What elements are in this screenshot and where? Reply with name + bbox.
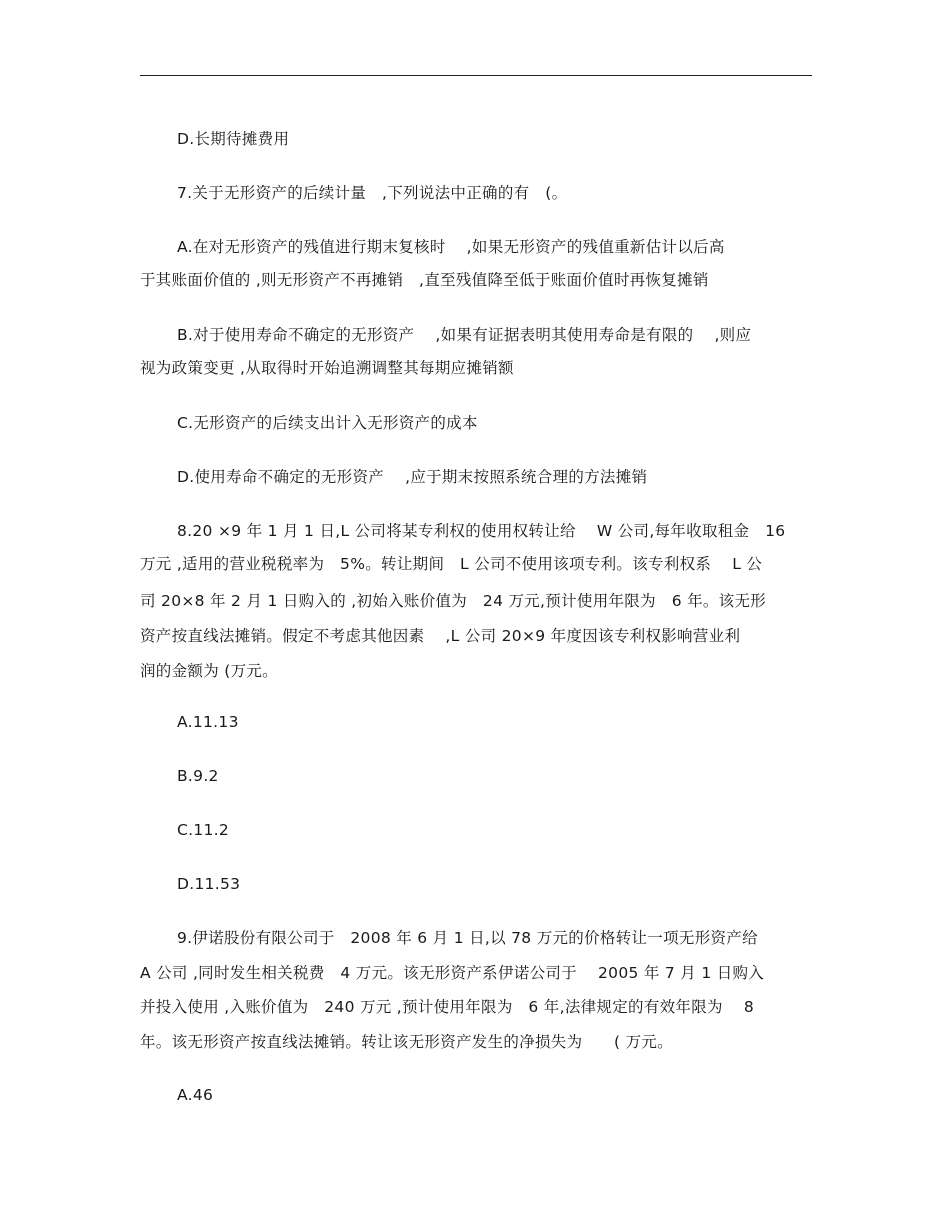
question-8-cont-1: 万元 ,适用的营业税税率为 5%。转让期间 L 公司不使用该项专利。该专利权系 L 公 xyxy=(140,555,763,573)
question-8: 8.20 ×9 年 1 月 1 日,L 公司将某专利权的使用权转让给 W 公司,每年收取租金 16 xyxy=(177,522,786,540)
option-8d: D.11.53 xyxy=(177,875,241,893)
question-8-cont-2: 司 20×8 年 2 月 1 日购入的 ,初始入账价值为 24 万元,预计使用年限为 6 年。该无形 xyxy=(140,592,767,610)
question-8-cont-4: 润的金额为 (万元。 xyxy=(140,662,278,680)
question-9-cont-2: 并投入使用 ,入账价值为 240 万元 ,预计使用年限为 6 年,法律规定的有效年限为 8 xyxy=(140,998,755,1016)
option-6d: D.长期待摊费用 xyxy=(177,130,290,148)
question-9: 9.伊诺股份有限公司于 2008 年 6 月 1 日,以 78 万元的价格转让一项无形资产给 xyxy=(177,929,758,947)
option-9a: A.46 xyxy=(177,1086,214,1104)
option-8c: C.11.2 xyxy=(177,821,230,839)
option-7a: A.在对无形资产的残值进行期末复核时 ,如果无形资产的残值重新估计以后高 xyxy=(177,238,725,256)
header-rule xyxy=(140,75,812,76)
question-9-cont-1: A 公司 ,同时发生相关税费 4 万元。该无形资产系伊诺公司于 2005 年 7 月 1 日购入 xyxy=(140,964,765,982)
question-9-cont-3: 年。该无形资产按直线法摊销。转让该无形资产发生的净损失为 ( 万元。 xyxy=(140,1033,673,1051)
option-7b-cont: 视为政策变更 ,从取得时开始追溯调整其每期应摊销额 xyxy=(140,359,514,377)
question-8-cont-3: 资产按直线法摊销。假定不考虑其他因素 ,L 公司 20×9 年度因该专利权影响营业利 xyxy=(140,627,741,645)
option-7a-cont: 于其账面价值的 ,则无形资产不再摊销 ,直至残值降至低于账面价值时再恢复摊销 xyxy=(140,271,709,289)
option-7d: D.使用寿命不确定的无形资产 ,应于期末按照系统合理的方法摊销 xyxy=(177,468,648,486)
option-8b: B.9.2 xyxy=(177,767,219,785)
option-8a: A.11.13 xyxy=(177,713,239,731)
option-7b: B.对于使用寿命不确定的无形资产 ,如果有证据表明其使用寿命是有限的 ,则应 xyxy=(177,326,752,344)
option-7c: C.无形资产的后续支出计入无形资产的成本 xyxy=(177,414,478,432)
question-7: 7.关于无形资产的后续计量 ,下列说法中正确的有 (。 xyxy=(177,184,568,202)
